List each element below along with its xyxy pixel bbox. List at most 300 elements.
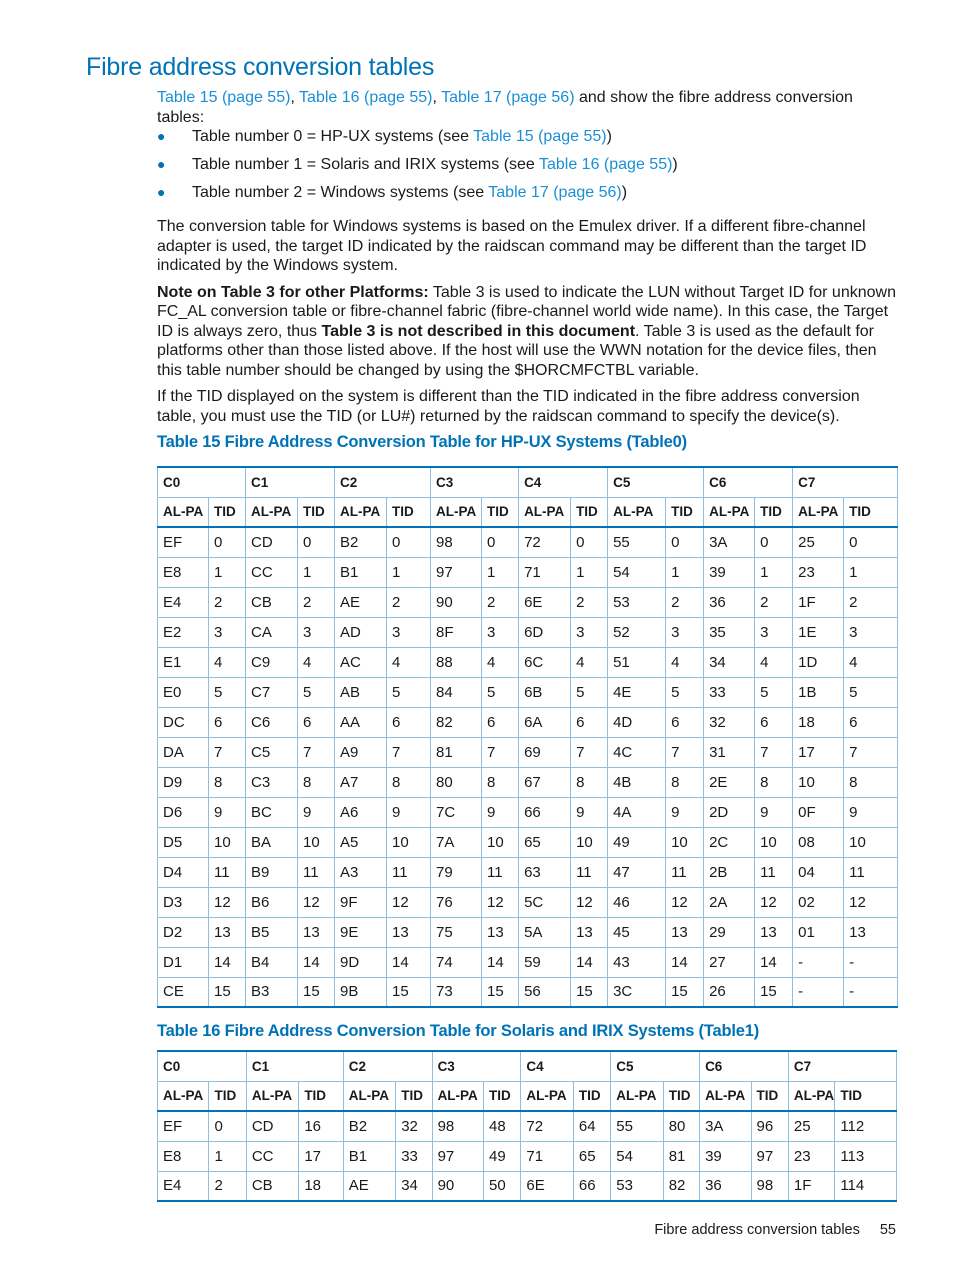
alpa-cell: 71: [521, 1141, 573, 1171]
tid-cell: 9: [844, 797, 898, 827]
alpa-cell: D6: [158, 797, 209, 827]
alpa-cell: AE: [335, 587, 387, 617]
alpa-cell: BC: [246, 797, 298, 827]
alpa-cell: CA: [246, 617, 298, 647]
alpa-cell: 52: [608, 617, 666, 647]
alpa-cell: 36: [700, 1171, 751, 1201]
tid-cell: 2: [844, 587, 898, 617]
alpa-header: AL-PA: [608, 497, 666, 527]
alpa-cell: A5: [335, 827, 387, 857]
alpa-cell: 72: [519, 527, 571, 557]
alpa-cell: A7: [335, 767, 387, 797]
list-item-suffix: ): [621, 184, 628, 201]
tid-cell: 10: [844, 827, 898, 857]
tid-cell: 7: [666, 737, 704, 767]
alpa-cell: 2E: [704, 767, 755, 797]
tid-cell: 80: [663, 1111, 699, 1141]
table-row: [158, 557, 898, 587]
tid-cell: 0: [571, 527, 608, 557]
table-row: [158, 797, 898, 827]
note-text: Table 3 is used to indicate the LUN without Target ID for unknown FC_AL conversion table or fibre-channel fabric (fibre-channel world wide name). In this case, the Target ID is always zero, thus: [157, 283, 896, 340]
alpa-cell: 1F: [793, 587, 844, 617]
table16-caption: Table 16 Fibre Address Conversion Table for Solaris and IRIX Systems (Table1): [157, 1022, 759, 1040]
alpa-cell: CC: [246, 557, 298, 587]
tid-cell: 6: [755, 707, 793, 737]
alpa-cell: 10: [793, 767, 844, 797]
body-content: [157, 88, 897, 453]
group-header: C6: [700, 1051, 789, 1081]
group-header: C1: [246, 1051, 343, 1081]
tid-cell: 10: [209, 827, 246, 857]
table-row: [158, 1171, 897, 1201]
tid-cell: 4: [387, 647, 431, 677]
alpa-cell: 2B: [704, 857, 755, 887]
tid-cell: 6: [209, 707, 246, 737]
tid-cell: 14: [755, 947, 793, 977]
tid-cell: 11: [209, 857, 246, 887]
alpa-cell: 56: [519, 977, 571, 1007]
alpa-cell: 6D: [519, 617, 571, 647]
group-header: C5: [611, 1051, 700, 1081]
tid-cell: 11: [571, 857, 608, 887]
alpa-cell: D3: [158, 887, 209, 917]
tid-cell: 12: [482, 887, 519, 917]
tid-cell: 2: [666, 587, 704, 617]
tid-cell: 1: [666, 557, 704, 587]
alpa-header: AL-PA: [788, 1081, 834, 1111]
tid-cell: 18: [299, 1171, 343, 1201]
tid-paragraph: If the TID displayed on the system is different than the TID indicated in the fibre address conversion table, you must use the TID (or LU#) returned by the raidscan command to specify the device(s).: [157, 388, 860, 425]
tid-cell: 10: [387, 827, 431, 857]
table-row: [158, 737, 898, 767]
alpa-cell: 4C: [608, 737, 666, 767]
alpa-header: AL-PA: [611, 1081, 663, 1111]
alpa-cell: 2C: [704, 827, 755, 857]
tid-cell: 5: [571, 677, 608, 707]
alpa-cell: 67: [519, 767, 571, 797]
tid-cell: 8: [209, 767, 246, 797]
table17-link[interactable]: Table 17 (page 56): [441, 89, 575, 106]
tid-cell: 13: [482, 917, 519, 947]
group-header: C0: [158, 467, 246, 497]
alpa-header: AL-PA: [343, 1081, 395, 1111]
alpa-cell: 54: [608, 557, 666, 587]
page-footer: [654, 1222, 896, 1238]
alpa-cell: 7C: [431, 797, 482, 827]
alpa-cell: 36: [704, 587, 755, 617]
alpa-cell: B9: [246, 857, 298, 887]
alpa-cell: B2: [343, 1111, 395, 1141]
alpa-cell: C6: [246, 707, 298, 737]
tid-cell: 2: [482, 587, 519, 617]
tid-cell: 15: [482, 977, 519, 1007]
alpa-cell: E2: [158, 617, 209, 647]
tid-cell: 1: [482, 557, 519, 587]
alpa-cell: B1: [335, 557, 387, 587]
tid-cell: 15: [571, 977, 608, 1007]
table17-link[interactable]: Table 17 (page 56): [488, 184, 622, 201]
tid-cell: 5: [482, 677, 519, 707]
group-header: C1: [246, 467, 335, 497]
alpa-cell: 51: [608, 647, 666, 677]
tid-cell: 12: [387, 887, 431, 917]
tid-cell: 49: [484, 1141, 521, 1171]
alpa-cell: 84: [431, 677, 482, 707]
tid-cell: 65: [573, 1141, 610, 1171]
alpa-header: AL-PA: [431, 497, 482, 527]
alpa-cell: 71: [519, 557, 571, 587]
alpa-cell: EF: [158, 1111, 209, 1141]
tid-cell: 8: [571, 767, 608, 797]
alpa-cell: 4B: [608, 767, 666, 797]
tid-cell: 6: [482, 707, 519, 737]
table-row: [158, 707, 898, 737]
alpa-cell: 90: [432, 1171, 483, 1201]
alpa-cell: B2: [335, 527, 387, 557]
alpa-cell: CB: [246, 587, 298, 617]
alpa-cell: 9B: [335, 977, 387, 1007]
tid-cell: 3: [482, 617, 519, 647]
alpa-cell: 7A: [431, 827, 482, 857]
tid-cell: 9: [387, 797, 431, 827]
note-label: Note on Table 3 for other Platforms:: [157, 283, 429, 301]
tid-cell: 81: [663, 1141, 699, 1171]
tid-header: TID: [298, 497, 335, 527]
alpa-cell: 9E: [335, 917, 387, 947]
alpa-cell: 76: [431, 887, 482, 917]
group-header: C5: [608, 467, 704, 497]
tid-cell: 11: [666, 857, 704, 887]
tid-cell: 32: [396, 1111, 432, 1141]
alpa-cell: 04: [793, 857, 844, 887]
alpa-cell: AA: [335, 707, 387, 737]
table-row: [158, 1141, 897, 1171]
tid-cell: -: [844, 977, 898, 1007]
group-header: C4: [519, 467, 608, 497]
alpa-cell: A9: [335, 737, 387, 767]
tid-cell: 16: [299, 1111, 343, 1141]
alpa-cell: 27: [704, 947, 755, 977]
tid-cell: 113: [835, 1141, 897, 1171]
alpa-cell: CE: [158, 977, 209, 1007]
alpa-cell: 6C: [519, 647, 571, 677]
tid-cell: 0: [482, 527, 519, 557]
tid-cell: 8: [298, 767, 335, 797]
alpa-cell: 97: [432, 1141, 483, 1171]
tid-cell: 1: [209, 557, 246, 587]
tid-cell: -: [844, 947, 898, 977]
alpa-cell: 75: [431, 917, 482, 947]
tid-cell: 14: [209, 947, 246, 977]
tid-cell: 7: [571, 737, 608, 767]
alpa-cell: AC: [335, 647, 387, 677]
bullet-icon: ●: [157, 128, 166, 144]
tid-cell: 2: [209, 587, 246, 617]
tid-cell: 14: [482, 947, 519, 977]
page-number: 55: [879, 1222, 896, 1238]
alpa-header: AL-PA: [704, 497, 755, 527]
group-header: C2: [343, 1051, 432, 1081]
alpa-cell: 4D: [608, 707, 666, 737]
windows-note-paragraph: The conversion table for Windows systems is based on the Emulex driver. If a different fibre-channel adapter is used, the target ID indicated by the raidscan command may be different than the target ID indicated by the Windows system.: [157, 218, 867, 274]
tid-cell: 14: [387, 947, 431, 977]
tid-cell: 10: [298, 827, 335, 857]
tid-cell: 112: [835, 1111, 897, 1141]
alpa-cell: CD: [246, 527, 298, 557]
tid-cell: 2: [209, 1171, 246, 1201]
alpa-cell: 25: [793, 527, 844, 557]
intro-paragraph: [157, 88, 897, 127]
alpa-cell: 43: [608, 947, 666, 977]
tid-cell: 5: [298, 677, 335, 707]
tid-cell: 15: [666, 977, 704, 1007]
alpa-header: AL-PA: [432, 1081, 483, 1111]
separator: ,: [290, 89, 300, 106]
table-row: [158, 947, 898, 977]
alpa-cell: 98: [432, 1111, 483, 1141]
tid-header: TID: [573, 1081, 610, 1111]
alpa-cell: 32: [704, 707, 755, 737]
tid-header: TID: [835, 1081, 897, 1111]
list-item-suffix: ): [672, 156, 678, 173]
alpa-header: AL-PA: [335, 497, 387, 527]
tid-header: TID: [663, 1081, 699, 1111]
alpa-cell: B1: [343, 1141, 395, 1171]
tid-header: TID: [751, 1081, 788, 1111]
alpa-cell: E8: [158, 1141, 209, 1171]
alpa-cell: 2D: [704, 797, 755, 827]
alpa-cell: 3A: [704, 527, 755, 557]
alpa-cell: -: [793, 977, 844, 1007]
alpa-cell: 73: [431, 977, 482, 1007]
alpa-cell: 74: [431, 947, 482, 977]
tid-cell: 11: [482, 857, 519, 887]
tid-cell: 4: [755, 647, 793, 677]
tid-cell: 10: [571, 827, 608, 857]
alpa-cell: 47: [608, 857, 666, 887]
alpa-cell: 53: [611, 1171, 663, 1201]
table-row: [158, 767, 898, 797]
tid-cell: 0: [209, 527, 246, 557]
tid-cell: 8: [666, 767, 704, 797]
tid-cell: 114: [835, 1171, 897, 1201]
table-row: [158, 527, 898, 557]
group-header: C7: [788, 1051, 896, 1081]
tid-cell: 1: [755, 557, 793, 587]
tid-header: TID: [209, 497, 246, 527]
alpa-cell: A6: [335, 797, 387, 827]
alpa-header: AL-PA: [521, 1081, 573, 1111]
tid-cell: 3: [298, 617, 335, 647]
tid-cell: 9: [571, 797, 608, 827]
tid-cell: 3: [571, 617, 608, 647]
alpa-cell: B4: [246, 947, 298, 977]
alpa-cell: 0F: [793, 797, 844, 827]
alpa-cell: D2: [158, 917, 209, 947]
tid-cell: 98: [751, 1171, 788, 1201]
alpa-cell: E1: [158, 647, 209, 677]
alpa-cell: 9F: [335, 887, 387, 917]
intro-tail: and show the fibre address conversion tables:: [157, 89, 853, 126]
alpa-header: AL-PA: [793, 497, 844, 527]
table3-note-paragraph: [157, 283, 897, 381]
alpa-cell: 97: [431, 557, 482, 587]
tid-cell: 7: [755, 737, 793, 767]
tid-cell: 15: [755, 977, 793, 1007]
group-header: C0: [158, 1051, 247, 1081]
alpa-cell: 29: [704, 917, 755, 947]
list-item: [157, 155, 897, 183]
alpa-header: AL-PA: [246, 497, 298, 527]
tid-cell: 8: [755, 767, 793, 797]
table15-link[interactable]: Table 15 (page 55): [157, 89, 291, 106]
table16-link[interactable]: Table 16 (page 55): [538, 156, 673, 173]
tid-cell: 8: [482, 767, 519, 797]
tid-cell: 10: [666, 827, 704, 857]
tid-header: TID: [396, 1081, 432, 1111]
tid-cell: 13: [844, 917, 898, 947]
sub-header-row: [158, 1081, 897, 1111]
alpa-cell: 45: [608, 917, 666, 947]
table15-link[interactable]: Table 15 (page 55): [473, 128, 607, 145]
alpa-cell: BA: [246, 827, 298, 857]
alpa-cell: CD: [246, 1111, 298, 1141]
tid-cell: 15: [298, 977, 335, 1007]
tid-cell: 12: [209, 887, 246, 917]
tid-cell: 7: [298, 737, 335, 767]
tid-header: TID: [844, 497, 898, 527]
group-header: C2: [335, 467, 431, 497]
tid-cell: 1: [209, 1141, 246, 1171]
alpa-cell: AD: [335, 617, 387, 647]
note-text: . Table 3 is used as the default for platforms other than those listed above. If the host will use the WWN notation for the device files, then this table number should be changed by using the $HORCMFCTBL variable.: [157, 322, 877, 379]
list-item-text: Table number 2 = Windows systems (see: [192, 184, 489, 201]
table16-link[interactable]: Table 16 (page 55): [299, 89, 433, 106]
alpa-cell: A3: [335, 857, 387, 887]
alpa-cell: 69: [519, 737, 571, 767]
alpa-cell: B5: [246, 917, 298, 947]
tid-cell: 6: [844, 707, 898, 737]
table15: [157, 466, 898, 1008]
table-number-list: [157, 127, 897, 211]
tid-cell: 15: [387, 977, 431, 1007]
alpa-cell: D4: [158, 857, 209, 887]
tid-cell: 0: [298, 527, 335, 557]
alpa-header: AL-PA: [158, 497, 209, 527]
alpa-cell: 1E: [793, 617, 844, 647]
alpa-cell: 25: [788, 1111, 834, 1141]
alpa-header: AL-PA: [158, 1081, 209, 1111]
tid-cell: 1: [844, 557, 898, 587]
alpa-cell: 6B: [519, 677, 571, 707]
tid-cell: 5: [755, 677, 793, 707]
tid-cell: 3: [387, 617, 431, 647]
tid-cell: 11: [755, 857, 793, 887]
tid-cell: 4: [844, 647, 898, 677]
alpa-cell: 08: [793, 827, 844, 857]
tid-cell: 0: [209, 1111, 246, 1141]
alpa-cell: 1F: [788, 1171, 834, 1201]
alpa-cell: 26: [704, 977, 755, 1007]
alpa-cell: 3A: [700, 1111, 751, 1141]
tid-cell: 3: [844, 617, 898, 647]
tid-cell: 96: [751, 1111, 788, 1141]
tid-cell: 7: [844, 737, 898, 767]
tid-cell: 14: [298, 947, 335, 977]
tid-cell: 0: [844, 527, 898, 557]
alpa-cell: 46: [608, 887, 666, 917]
list-item: [157, 127, 897, 155]
tid-cell: 12: [571, 887, 608, 917]
tid-cell: 2: [755, 587, 793, 617]
list-item-text: Table number 1 = Solaris and IRIX systems (see: [192, 156, 539, 173]
tid-cell: 4: [666, 647, 704, 677]
tid-cell: 6: [571, 707, 608, 737]
alpa-cell: 63: [519, 857, 571, 887]
alpa-cell: 1D: [793, 647, 844, 677]
alpa-cell: 72: [521, 1111, 573, 1141]
alpa-cell: 35: [704, 617, 755, 647]
alpa-cell: 80: [431, 767, 482, 797]
tid-cell: 2: [298, 587, 335, 617]
page-title: Fibre address conversion tables: [86, 53, 435, 81]
alpa-header: AL-PA: [700, 1081, 751, 1111]
tid-cell: 13: [755, 917, 793, 947]
alpa-cell: 55: [611, 1111, 663, 1141]
alpa-cell: 18: [793, 707, 844, 737]
alpa-cell: C5: [246, 737, 298, 767]
tid-cell: 34: [396, 1171, 432, 1201]
tid-cell: 12: [298, 887, 335, 917]
tid-cell: 10: [482, 827, 519, 857]
tid-cell: 5: [387, 677, 431, 707]
group-header: C4: [521, 1051, 611, 1081]
alpa-cell: 88: [431, 647, 482, 677]
tid-cell: 5: [209, 677, 246, 707]
alpa-cell: 49: [608, 827, 666, 857]
alpa-cell: AE: [343, 1171, 395, 1201]
tid-cell: 33: [396, 1141, 432, 1171]
tid-cell: 9: [666, 797, 704, 827]
note-emphasis: Table 3 is not described in this document: [321, 322, 636, 340]
tid-cell: 0: [755, 527, 793, 557]
tid-cell: 8: [387, 767, 431, 797]
tid-cell: 50: [484, 1171, 521, 1201]
list-item: [157, 183, 897, 211]
tid-cell: 11: [298, 857, 335, 887]
group-header: C6: [704, 467, 793, 497]
tid-cell: 3: [666, 617, 704, 647]
table-row: [158, 917, 898, 947]
tid-cell: 8: [844, 767, 898, 797]
tid-cell: 4: [482, 647, 519, 677]
tid-cell: 4: [298, 647, 335, 677]
alpa-cell: EF: [158, 527, 209, 557]
tid-cell: 97: [751, 1141, 788, 1171]
table-row: [158, 857, 898, 887]
alpa-cell: B6: [246, 887, 298, 917]
alpa-cell: 31: [704, 737, 755, 767]
group-header-row: [158, 467, 898, 497]
footer-section: Fibre address conversion tables: [654, 1222, 860, 1238]
tid-cell: 9: [755, 797, 793, 827]
tid-cell: 11: [844, 857, 898, 887]
tid-cell: 7: [482, 737, 519, 767]
table15-caption: Table 15 Fibre Address Conversion Table for HP-UX Systems (Table0): [157, 433, 687, 451]
tid-cell: 13: [666, 917, 704, 947]
table-row: [158, 827, 898, 857]
sub-header-row: [158, 497, 898, 527]
